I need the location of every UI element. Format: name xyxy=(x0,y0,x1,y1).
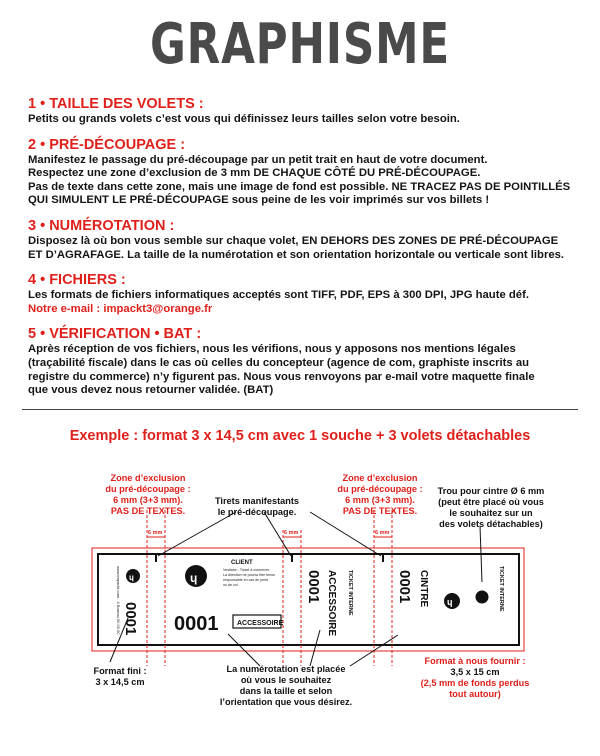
format-fournir-label xyxy=(410,656,540,700)
ticket-interne-label: TICKET INTERNE xyxy=(347,570,353,616)
section-text: Pas de texte dans cette zone, mais une image de fond est possible. NE TRACEZ PAS DE POINTILLÉS xyxy=(28,180,571,193)
label-line: (peut être placé où vous xyxy=(438,497,544,507)
label-line: Zone d’exclusion xyxy=(342,473,418,483)
client-number: 0001 xyxy=(174,613,219,635)
label-line: (2,5 mm de fonds perdus xyxy=(420,678,530,688)
page-title: GRAPHISME xyxy=(150,12,450,77)
label-line: Format fini : xyxy=(93,666,147,676)
section-heading: 1 • TAILLE DES VOLETS : xyxy=(28,96,204,112)
label-line: 3 x 14,5 cm xyxy=(95,677,145,687)
section-text: Les formats de fichiers informatiques acceptés sont TIFF, PDF, EPS à 300 DPI, JPG haute déf. xyxy=(28,289,529,302)
section-text: que vous devez nous retourner validée. (BAT) xyxy=(28,384,274,397)
section-fichiers xyxy=(28,272,588,316)
section-heading: 4 • FICHIERS : xyxy=(28,272,126,289)
mm-label: 6 mm xyxy=(284,530,299,536)
numerotation-label xyxy=(196,664,376,708)
logo-mark: ɥ xyxy=(190,571,198,585)
label-line: 3,5 x 15 cm xyxy=(450,667,500,677)
label-line: Tirets manifestants xyxy=(214,496,300,506)
accessoire-number: 0001 xyxy=(305,570,322,604)
cintre-label: CINTRE xyxy=(418,570,429,608)
label-line: du pré-découpage : xyxy=(337,484,423,494)
ticket-interne-label: TICKET INTERNE xyxy=(498,566,504,612)
exclusion-zone-left-label xyxy=(88,473,208,517)
client-small-text: Vestiaire - Ticket à conserver. xyxy=(223,568,270,572)
hanger-hole-icon xyxy=(476,591,489,604)
instructions xyxy=(28,96,588,408)
label-line: Trou pour cintre Ø 6 mm xyxy=(437,486,545,496)
client-small-text: La direction ne pourra être tenue xyxy=(223,573,276,577)
exclusion-zone-right-label xyxy=(320,473,440,517)
section-text: Petits ou grands volets c’est vous qui définissez leurs tailles selon votre besoin. xyxy=(28,113,460,125)
trou-cintre-label xyxy=(426,486,556,530)
cintre-number: 0001 xyxy=(396,570,413,604)
section-text: Manifestez le passage du pré-découpage par un petit trait en haut de votre document. xyxy=(28,153,488,166)
section-predecoupage xyxy=(28,137,588,208)
accessoire-label: ACCESSOIRE xyxy=(326,570,337,637)
label-line: PAS DE TEXTES. xyxy=(342,506,418,516)
section-text: Après réception de vos fichiers, nous les vérifions, nous y apposons nos mentions légales xyxy=(28,343,516,356)
section-verification xyxy=(28,326,588,397)
label-line: où vous le souhaitez xyxy=(240,675,332,685)
ticket-diagram xyxy=(0,470,600,756)
client-small-text: responsable en cas de perte xyxy=(223,578,269,582)
label-line: du pré-découpage : xyxy=(105,484,191,494)
accessoire-box-label: ACCESSOIRE xyxy=(237,620,284,627)
format-fini-label xyxy=(80,666,160,688)
label-line: Zone d’exclusion xyxy=(110,473,186,483)
client-label: CLIENT xyxy=(231,560,253,566)
label-line: 6 mm (3+3 mm). xyxy=(345,495,415,505)
section-numerotation xyxy=(28,218,588,262)
section-text: registre du commerce) n’y figurent pas. Nous vous renvoyons par e-mail votre maquette finale xyxy=(28,370,535,383)
label-line: Format à nous fournir : xyxy=(424,656,526,666)
logo-mark: ɥ xyxy=(447,597,453,607)
section-text: ET D’AGRAFAGE. La taille de la numérotation et son orientation horizontale ou verticale sont libres. xyxy=(28,248,565,261)
stub-number: 0001 xyxy=(122,602,139,636)
section-taille xyxy=(28,96,588,127)
email-link[interactable]: Notre e-mail : impackt3@orange.fr xyxy=(28,302,213,315)
label-line: dans la taille et selon xyxy=(239,686,333,696)
example-title: Exemple : format 3 x 14,5 cm avec 1 souche + 3 volets détachables xyxy=(69,428,531,444)
label-line: le souhaitez sur un xyxy=(449,508,533,518)
tirets-label xyxy=(202,496,312,518)
section-text: QUI SIMULENT LE PRÉ-DÉCOUPAGE sous peine de les voir imprimés sur vos billets ! xyxy=(28,194,490,207)
label-line: La numérotation est placée xyxy=(226,664,346,674)
logo-mark: ɥ xyxy=(129,573,134,582)
label-line: le pré-découpage. xyxy=(217,507,297,517)
section-heading: 5 • VÉRIFICATION • BAT : xyxy=(28,326,202,343)
section-text: Disposez là où bon vous semble sur chaque volet, EN DEHORS DES ZONES DE PRÉ-DÉCOUPAGE xyxy=(28,234,559,247)
label-line: 6 mm (3+3 mm). xyxy=(113,495,183,505)
client-small-text: ou de vol. xyxy=(223,583,239,587)
section-text: Respectez une zone d’exclusion de 3 mm DE CHAQUE CÔTÉ DU PRÉ-DÉCOUPAGE. xyxy=(28,167,481,180)
label-line: des volets détachables) xyxy=(439,519,543,529)
section-text: (traçabilité fiscale) dans le cas où celles du concepteur (agence de com, graphiste inscrits au xyxy=(28,356,530,369)
label-line: PAS DE TEXTES. xyxy=(110,506,186,516)
section-heading: 3 • NUMÉROTATION : xyxy=(28,217,175,234)
label-line: tout autour) xyxy=(449,689,501,699)
divider xyxy=(22,409,578,410)
stub-small-text: www.impackt.com - 4 Bureau 00 00 00 xyxy=(116,566,121,635)
mm-label: 6 mm xyxy=(375,530,390,536)
label-line: l’orientation que vous désirez. xyxy=(219,697,353,707)
section-heading: 2 • PRÉ-DÉCOUPAGE : xyxy=(28,136,186,153)
mm-label: 6 mm xyxy=(148,530,163,536)
